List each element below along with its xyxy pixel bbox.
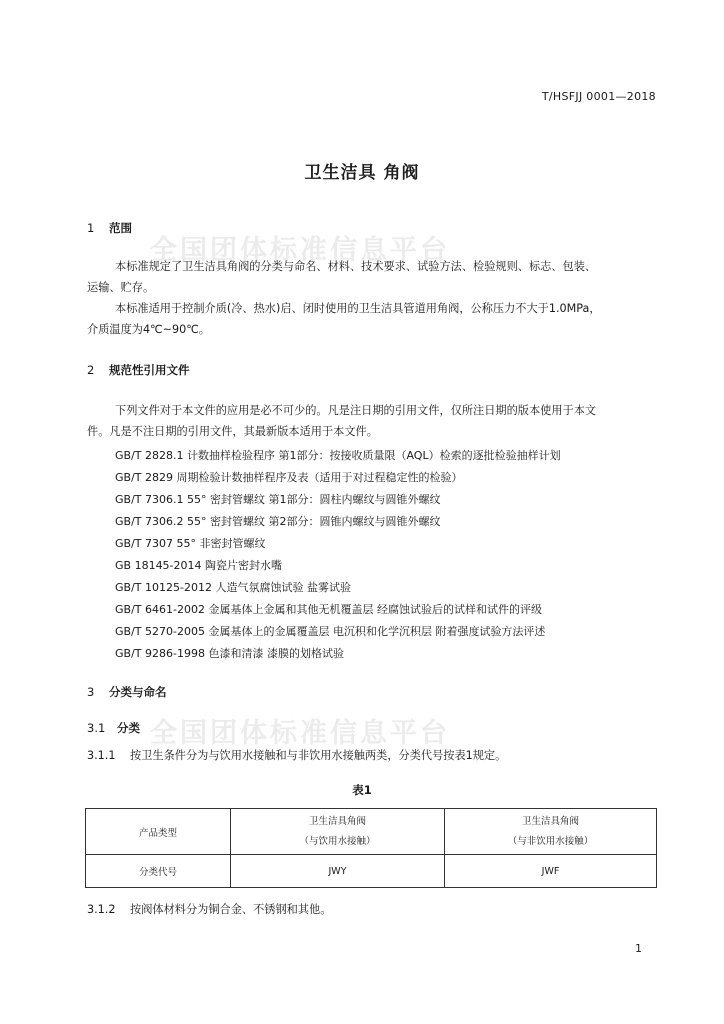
table-cell bbox=[445, 809, 657, 855]
classification-table bbox=[85, 808, 657, 888]
table-cell bbox=[86, 855, 231, 888]
section-title: 范围 bbox=[109, 221, 132, 235]
column-header-line: （与非饮用水接触） bbox=[507, 835, 594, 847]
table-row bbox=[86, 809, 657, 855]
table-cell bbox=[231, 809, 445, 855]
row-label: 分类代号 bbox=[138, 867, 177, 878]
section-number: 1 bbox=[87, 221, 95, 235]
reference-item: GB/T 10125-2012 人造气氛腐蚀试验 盐雾试验 bbox=[115, 581, 351, 594]
clause-number: 3.1.1 bbox=[87, 749, 116, 762]
clause-3-1-2 bbox=[87, 899, 331, 920]
reference-item: GB/T 2828.1 计数抽样检验程序 第1部分：按接收质量限（AQL）检索的逐批检验抽样计划 bbox=[115, 449, 561, 462]
paragraph-line: 件。凡是不注日期的引用文件，其最新版本适用于本文件。 bbox=[87, 425, 378, 438]
section-number: 2 bbox=[87, 363, 95, 377]
reference-item: GB/T 7307 55° 非密封管螺纹 bbox=[115, 537, 266, 550]
reference-item: GB/T 2829 周期检验计数抽样程序及表（适用于对过程稳定性的检验） bbox=[115, 471, 463, 484]
watermark: 全国团体标准信息平台 bbox=[150, 718, 450, 749]
reference-item: GB 18145-2014 陶瓷片密封水嘴 bbox=[115, 559, 283, 572]
column-header-line: 卫生洁具角阀 bbox=[308, 815, 366, 827]
table-title: 表1 bbox=[352, 783, 372, 797]
section-number: 3 bbox=[87, 685, 95, 699]
row-label: 产品类型 bbox=[138, 827, 177, 839]
section-2-heading bbox=[87, 362, 190, 378]
reference-item: GB/T 9286-1998 色漆和清漆 漆膜的划格试验 bbox=[115, 647, 344, 660]
reference-item: GB/T 5270-2005 金属基体上的金属覆盖层 电沉积和化学沉积层 附着强度试验方法评述 bbox=[115, 625, 546, 638]
clause-text: 按阀体材料分为铜合金、不锈钢和其他。 bbox=[130, 903, 332, 916]
paragraph-line: 介质温度为4℃~90℃。 bbox=[87, 323, 210, 336]
column-header-line: （与饮用水接触） bbox=[299, 835, 376, 847]
reference-item: GB/T 6461-2002 金属基体上金属和其他无机覆盖层 经腐蚀试验后的试样和试件的评级 bbox=[115, 603, 542, 616]
subsection-heading bbox=[87, 720, 140, 736]
section-title: 规范性引用文件 bbox=[109, 363, 190, 377]
classification-code: JWY bbox=[328, 865, 347, 877]
section-1-heading bbox=[87, 220, 132, 236]
table-cell bbox=[231, 855, 445, 888]
classification-code: JWF bbox=[541, 865, 560, 877]
section-title: 分类与命名 bbox=[109, 685, 167, 699]
reference-item: GB/T 7306.2 55° 密封管螺纹 第2部分：圆锥内螺纹与圆锥外螺纹 bbox=[115, 515, 441, 528]
clause-3-1-1 bbox=[87, 745, 506, 766]
table-row bbox=[86, 855, 657, 888]
clause-number: 3.1.2 bbox=[87, 903, 116, 916]
reference-item: GB/T 7306.1 55° 密封管螺纹 第1部分：圆柱内螺纹与圆锥外螺纹 bbox=[115, 493, 441, 506]
watermark: 全国团体标准信息平台 bbox=[150, 235, 450, 266]
page-number: 1 bbox=[635, 942, 642, 955]
paragraph-line: 本标准规定了卫生洁具角阀的分类与命名、材料、技术要求、试验方法、检验规则、标志、包装、 bbox=[115, 260, 597, 273]
table-cell bbox=[86, 809, 231, 855]
standard-code: T/HSFJJ 0001—2018 bbox=[541, 90, 656, 103]
document-title: 卫生洁具 角阀 bbox=[304, 163, 420, 183]
subsection-number: 3.1 bbox=[87, 721, 106, 735]
section-3-heading bbox=[87, 684, 167, 700]
column-header-line: 卫生洁具角阀 bbox=[521, 815, 579, 827]
paragraph-line: 运输、贮存。 bbox=[87, 281, 155, 294]
clause-text: 按卫生条件分为与饮用水接触和与非饮用水接触两类，分类代号按表1规定。 bbox=[130, 749, 507, 762]
paragraph-line: 下列文件对于本文件的应用是必不可少的。凡是注日期的引用文件，仅所注日期的版本使用于本文 bbox=[115, 404, 597, 417]
table-cell bbox=[445, 855, 657, 888]
subsection-title: 分类 bbox=[117, 721, 140, 735]
paragraph-line: 本标准适用于控制介质(冷、热水)启、闭时使用的卫生洁具管道用角阀，公称压力不大于1.0MPa， bbox=[115, 302, 601, 315]
